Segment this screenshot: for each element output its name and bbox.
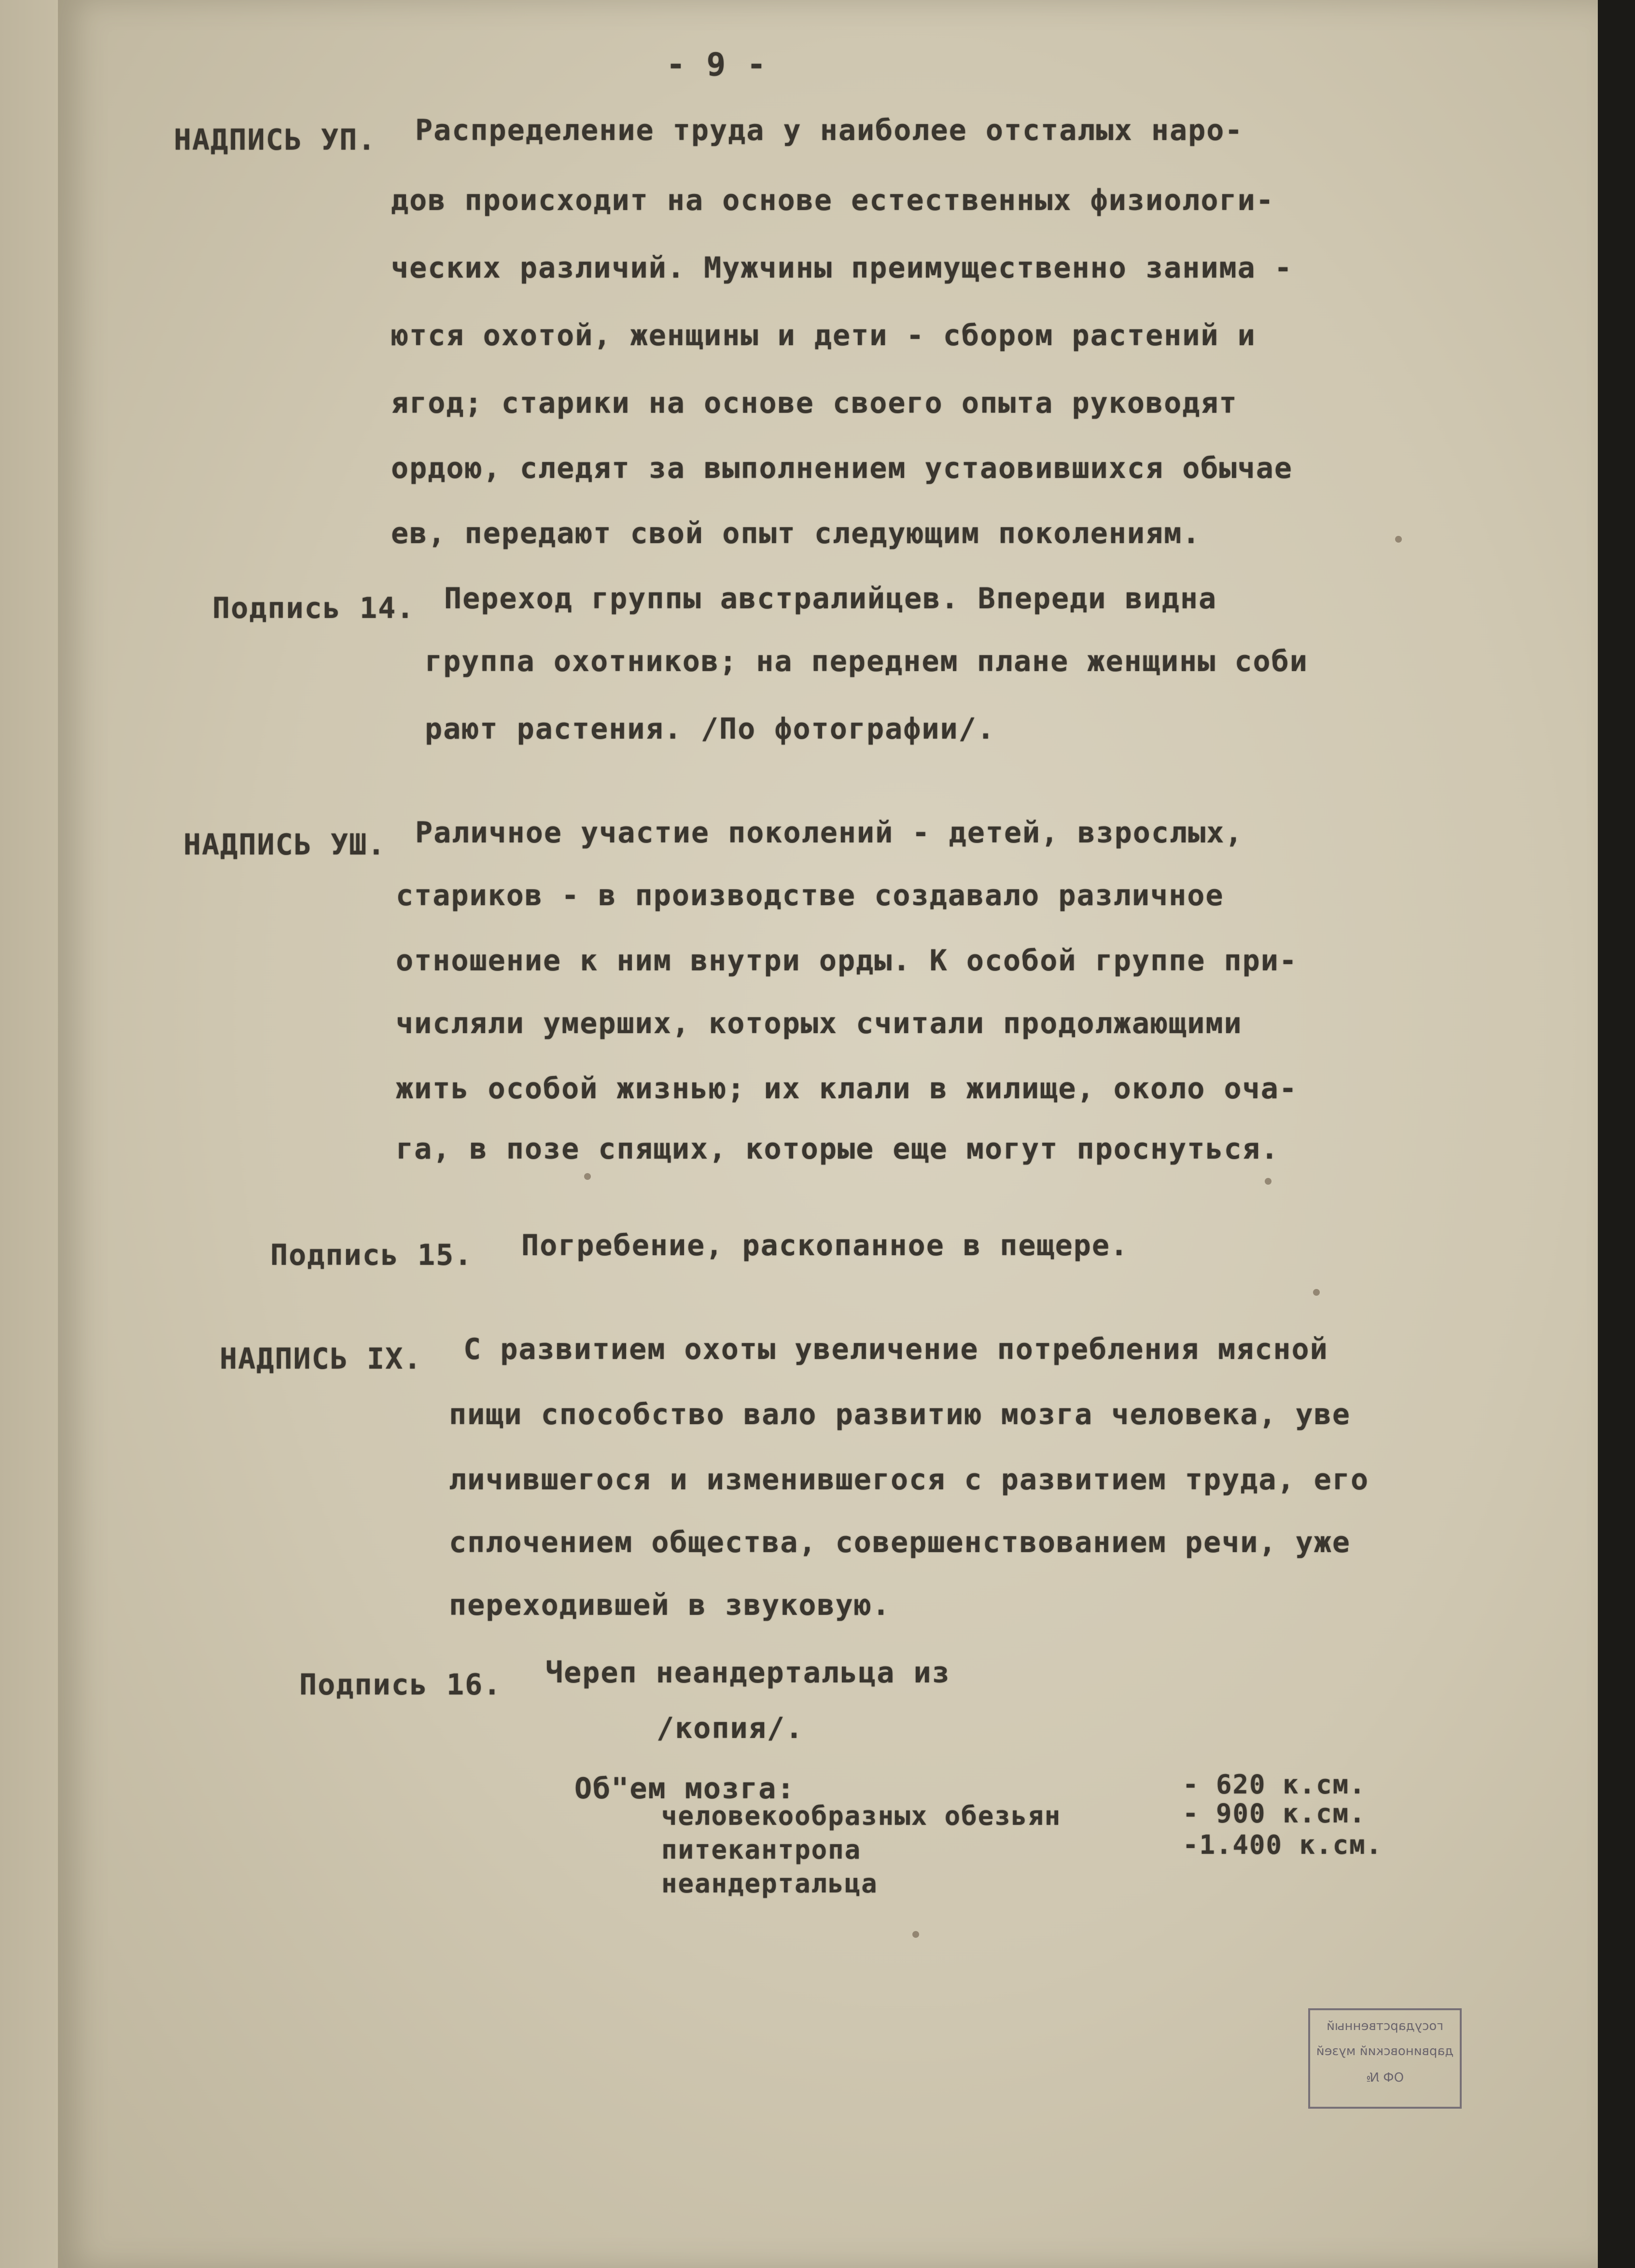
c16-line-1: Череп неандертальца из — [545, 1656, 950, 1690]
n7-line-3: ческих различий. Мужчины преимущественно занима - — [391, 251, 1293, 285]
n8-line-1: Раличное участие поколений - детей, взрослых, — [415, 816, 1244, 850]
ink-speck — [912, 1931, 919, 1938]
n9-line-5: переходившей в звуковую. — [449, 1588, 891, 1622]
stamp-line-2: дарвиновский музей — [1316, 2044, 1454, 2058]
n7-line-5: ягод; старики на основе своего опыта руководят — [391, 386, 1238, 420]
brain-row-1-label: человекообразных обезьян — [661, 1801, 1062, 1831]
brain-row-3-value: -1.400 к.см. — [1183, 1830, 1383, 1860]
heading-n8: НАДПИСЬ УШ. — [183, 828, 386, 862]
heading-c14: Подпись 14. — [212, 591, 415, 625]
brain-row-1-value: - 620 к.см. — [1183, 1769, 1366, 1800]
ink-speck — [1265, 1178, 1272, 1185]
c15-line-1: Погребение, раскопанное в пещере. — [521, 1229, 1129, 1262]
n8-line-6: га, в позе спящих, которые еще могут проснуться. — [396, 1132, 1279, 1166]
n9-line-2: пищи способство вало развитию мозга человека, уве — [449, 1398, 1351, 1431]
ink-speck — [1313, 1289, 1320, 1296]
heading-n7: НАДПИСЬ УП. — [174, 123, 377, 157]
museum-stamp — [1308, 2008, 1462, 2109]
page-number: - 9 - — [666, 46, 767, 83]
ink-speck — [1395, 536, 1402, 543]
n7-line-4: ются охотой, женщины и дети - сбором растений и — [391, 319, 1256, 352]
c14-line-2: группа охотников; на переднем плане женщины соби — [425, 644, 1308, 678]
heading-n9: НАДПИСЬ IX. — [220, 1342, 422, 1376]
n7-line-6: ордою, следят за выполнением устаовившихся обычаe — [391, 451, 1293, 485]
c14-line-1: Переход группы австралийцев. Впереди видна — [444, 582, 1217, 616]
heading-c15: Подпись 15. — [270, 1238, 473, 1272]
n8-line-3: отношение к ним внутри орды. К особой группе при- — [396, 944, 1298, 978]
n8-line-5: жить особой жизнью; их клали в жилище, около оча- — [396, 1072, 1298, 1106]
c14-line-3: рают растения. /По фотографии/. — [425, 712, 995, 746]
brain-row-2-value: - 900 к.см. — [1183, 1798, 1366, 1829]
ink-speck — [584, 1173, 591, 1180]
n9-line-1: С развитием охоты увеличение потребления мясной — [463, 1332, 1328, 1366]
brain-table-title: Об"ем мозга: — [574, 1772, 796, 1806]
stamp-line-1: государственный — [1327, 2019, 1443, 2033]
n7-line-1: Распределение труда у наиболее отсталых наро- — [415, 113, 1244, 147]
stamp-line-3: ОФ № — [1366, 2071, 1404, 2085]
n9-line-4: сплочением общества, совершенствованием речи, уже — [449, 1526, 1351, 1559]
n8-line-2: стариков - в производстве создавало различное — [396, 879, 1224, 912]
heading-c16: Подпись 16. — [299, 1668, 502, 1702]
brain-row-2-label: питекантропа — [661, 1834, 862, 1865]
n7-line-2: дов происходит на основе естественных физиологи- — [391, 183, 1274, 217]
brain-row-3-label: неандертальца — [661, 1868, 878, 1899]
n8-line-4: числяли умерших, которых считали продолжающими — [396, 1007, 1243, 1040]
n7-line-7: ев, передают свой опыт следующим поколениям. — [391, 517, 1201, 550]
n9-line-3: личившегося и изменившегося с развитием труда, его — [449, 1463, 1369, 1497]
c16-line-2: /копия/. — [657, 1711, 804, 1745]
